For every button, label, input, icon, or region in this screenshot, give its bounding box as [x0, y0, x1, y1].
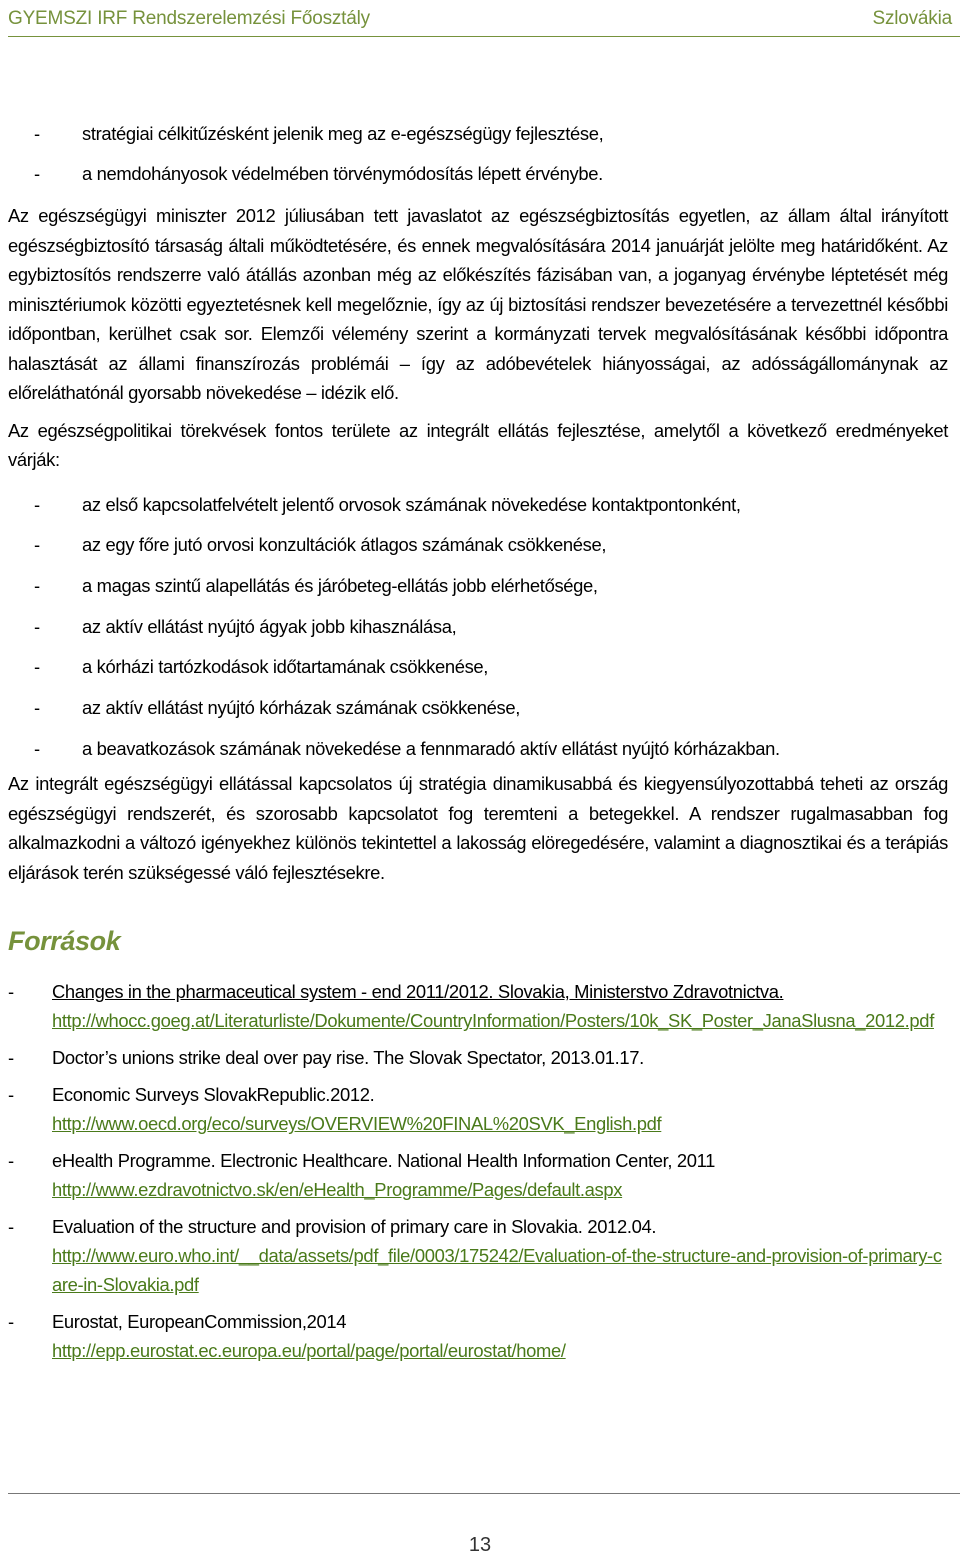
paragraph-integrated-care-strategy: Az integrált egészségügyi ellátással kapcsolatos új stratégia dinamikusabbá és kiegyensúlyozottabbá teheti az ország egészségügyi rendszerét, és szorosabb kapcsolatot fog teremteni a betegekkel. A rendszer rugalmasabban fog alkalmazkodni a változó igényekhez különös tekintettel a lakosság elöregedésére, valamint a diagnosztikai és a terápiás eljárások terén szükségessé váló fejlesztésekre.: [8, 773, 948, 883]
references-list: [8, 977, 948, 1365]
footer-divider: [8, 1493, 960, 1494]
reference-item: [8, 1043, 948, 1072]
reference-title: eHealth Programme. Electronic Healthcare. National Health Information Center, 2011: [52, 1150, 716, 1172]
sources-heading: Források: [8, 926, 121, 957]
page-header: [8, 0, 952, 30]
list-item: - az első kapcsolatfelvételt jelentő orvosok számának növekedése kontaktpontonként,: [8, 485, 948, 526]
list-item: - a nemdohányosok védelmében törvénymódosítás lépett érvénybe.: [8, 153, 948, 194]
reference-title: Eurostat, EuropeanCommission,2014: [52, 1311, 347, 1333]
reference-item: [8, 1146, 948, 1204]
list-item: - a magas szintű alapellátás és járóbeteg-ellátás jobb elérhetősége,: [8, 566, 948, 607]
page-number: 13: [468, 1534, 492, 1556]
reference-link[interactable]: http://www.ezdravotnictvo.sk/en/eHealth_Programme/Pages/default.aspx: [52, 1179, 623, 1201]
reference-item: [8, 1212, 948, 1299]
header-country: Szlovákia: [872, 8, 952, 29]
paragraph-insurance-reform: Az egészségügyi miniszter 2012 júliusában tett javaslatot az egészségbiztosítás egyetlen, az állam által irányított egészségbiztosító társaság általi működtetésére, és ennek megvalósítására 2014 januárját jelölte meg határidőként. Az egybiztosítós rendszerre való átállás azonban még az előkészítés fázisában van, a joganyag érvénybe léptetését még minisztériumok közötti egyeztetésnek kell megelőznie, így az új biztosítási rendszer bevezetésére a tervezettnél későbbi időpontban, kerülhet csak sor. Elemzői vélemény szerint a kormányzati tervek megvalósításának későbbi időpontra halasztását az állami finanszírozás problémái – így az adóbevételek hiányosságai, az adósságállománynak az előreláthatónál gyorsabb növekedése – idézik elő.: [8, 205, 948, 403]
reference-title: Economic Surveys SlovakRepublic.2012.: [52, 1084, 375, 1106]
reference-item: [8, 1080, 948, 1138]
reference-title: Evaluation of the structure and provision of primary care in Slovakia. 2012.04.: [52, 1216, 657, 1238]
reference-title: Changes in the pharmaceutical system - end 2011/2012. Slovakia, Ministerstvo Zdravotnictva.: [52, 981, 784, 1003]
reference-title: Doctor’s unions strike deal over pay rise. The Slovak Spectator, 2013.01.17.: [52, 1047, 644, 1069]
header-department: GYEMSZI IRF Rendszerelemzési Főosztály: [8, 8, 370, 29]
list-item: - az egy főre jutó orvosi konzultációk átlagos számának csökkenése,: [8, 525, 948, 566]
paragraph-integrated-care-intro: Az egészségpolitikai törekvések fontos területe az integrált ellátás fejlesztése, amelytől a következő eredményeket várják:: [8, 419, 948, 470]
reference-link[interactable]: http://www.euro.who.int/__data/assets/pdf_file/0003/175242/Evaluation-of-the-structure-and-provision-of-primary-care-in-Slovakia.pdf: [52, 1245, 942, 1296]
reference-item: [8, 977, 948, 1035]
list-item: - a beavatkozások számának növekedése a fennmaradó aktív ellátást nyújtó kórházakban.: [8, 729, 948, 770]
list-item: - stratégiai célkitűzésként jelenik meg az e-egészségügy fejlesztése,: [8, 115, 948, 153]
policy-goals-list: [8, 115, 948, 194]
header-divider: [8, 36, 960, 37]
list-item: - az aktív ellátást nyújtó kórházak számának csökkenése,: [8, 688, 948, 729]
reference-link[interactable]: http://www.oecd.org/eco/surveys/OVERVIEW%20FINAL%20SVK_English.pdf: [52, 1113, 662, 1135]
document-body: [8, 115, 948, 1373]
reference-item: [8, 1307, 948, 1365]
list-item: - az aktív ellátást nyújtó ágyak jobb kihasználása,: [8, 607, 948, 648]
expected-results-list: [8, 485, 948, 770]
reference-link[interactable]: http://whocc.goeg.at/Literaturliste/Dokumente/CountryInformation/Posters/10k_SK_Poster_JanaSlusna_2012.pdf: [52, 1010, 934, 1032]
list-item: - a kórházi tartózkodások időtartamának csökkenése,: [8, 647, 948, 688]
reference-link[interactable]: http://epp.eurostat.ec.europa.eu/portal/page/portal/eurostat/home/: [52, 1340, 566, 1362]
